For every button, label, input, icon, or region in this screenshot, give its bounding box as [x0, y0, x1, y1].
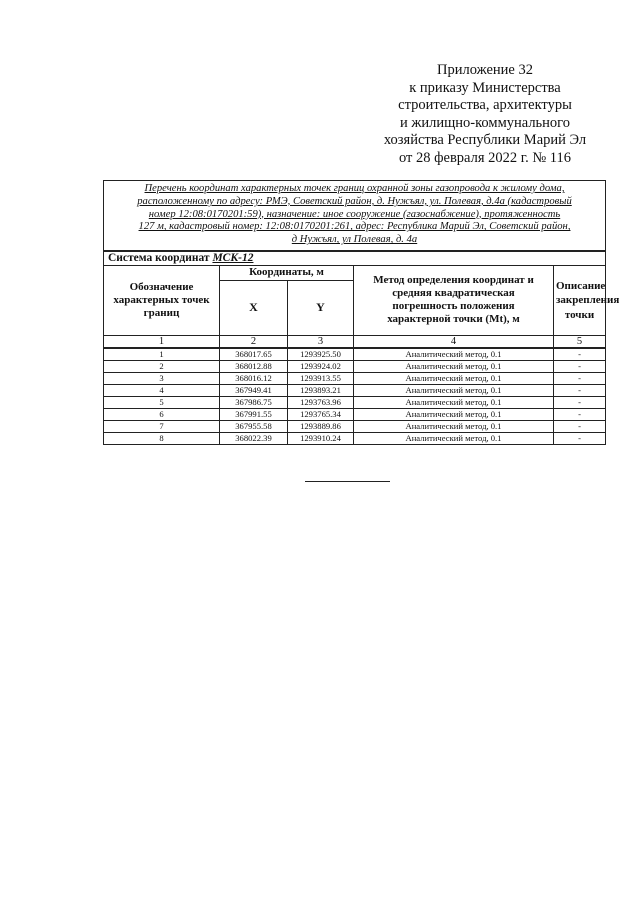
table-row — [104, 348, 606, 361]
desc-cell: - — [554, 408, 606, 420]
title-line: расположенному по адресу: РМЭ, Советский район, д. Нужъял, ул. Полевая, д.4а (кадастровый — [137, 195, 572, 207]
header-line: строительства, архитектуры — [398, 97, 572, 113]
method-cell: Аналитический метод, 0.1 — [354, 360, 554, 372]
document-header — [340, 62, 630, 167]
header-line: от 28 февраля 2022 г. № 116 — [398, 149, 572, 166]
y-cell: 1293913.55 — [288, 372, 354, 384]
coordinates-table — [103, 180, 620, 445]
x-cell: 368022.39 — [220, 432, 288, 444]
x-cell: 367949.41 — [220, 384, 288, 396]
header-line: и жилищно-коммунального — [399, 114, 571, 131]
y-cell: 1293889.86 — [288, 420, 354, 432]
title-line: Перечень координат характерных точек границ охранной зоны газопровода к жилому дома, — [144, 183, 565, 194]
table-title-row — [104, 181, 606, 251]
column-header-x: X — [220, 280, 288, 335]
method-cell: Аналитический метод, 0.1 — [354, 384, 554, 396]
desc-cell: - — [554, 432, 606, 444]
y-cell: 1293765.34 — [288, 408, 354, 420]
x-cell: 367955.58 — [220, 420, 288, 432]
column-header-point: Обозначение характерных точек границ — [104, 265, 220, 335]
x-cell: 367986.75 — [220, 396, 288, 408]
column-number: 5 — [554, 335, 606, 348]
header-row — [104, 265, 606, 280]
column-number: 3 — [288, 335, 354, 348]
desc-cell: - — [554, 384, 606, 396]
table-row — [104, 432, 606, 444]
coordinate-system — [104, 251, 606, 266]
title-line: 127 м, кадастровый номер: 12:08:0170201:261, адрес: Республика Марий Эл, Советский район, — [138, 221, 571, 233]
point-cell: 1 — [104, 348, 220, 361]
column-header-desc: Описание закрепления точки — [554, 265, 606, 335]
point-cell: 8 — [104, 432, 220, 444]
header-line: хозяйства Республики Марий Эл — [383, 132, 587, 148]
x-cell: 368012.88 — [220, 360, 288, 372]
method-cell: Аналитический метод, 0.1 — [354, 432, 554, 444]
system-value: МСК-12 — [212, 252, 254, 265]
column-number-row — [104, 335, 606, 348]
header-line: к приказу Министерства — [409, 79, 561, 96]
point-cell: 4 — [104, 384, 220, 396]
point-cell: 3 — [104, 372, 220, 384]
y-cell: 1293893.21 — [288, 384, 354, 396]
column-header-y: Y — [288, 280, 354, 335]
desc-cell: - — [554, 360, 606, 372]
x-cell: 368016.12 — [220, 372, 288, 384]
method-cell: Аналитический метод, 0.1 — [354, 348, 554, 361]
point-cell: 5 — [104, 396, 220, 408]
y-cell: 1293924.02 — [288, 360, 354, 372]
table-row — [104, 396, 606, 408]
column-header-method: Метод определения координат и средняя квадратическая погрешность положения характерной точки (Mt), м — [354, 265, 554, 335]
column-number: 2 — [220, 335, 288, 348]
table-row — [104, 408, 606, 420]
table-row — [104, 384, 606, 396]
method-cell: Аналитический метод, 0.1 — [354, 396, 554, 408]
system-row — [104, 251, 606, 266]
method-cell: Аналитический метод, 0.1 — [354, 372, 554, 384]
column-header-coords: Координаты, м — [220, 265, 354, 280]
y-cell: 1293763.96 — [288, 396, 354, 408]
end-separator-line — [305, 481, 390, 482]
y-cell: 1293925.50 — [288, 348, 354, 361]
column-number: 1 — [104, 335, 220, 348]
desc-cell: - — [554, 372, 606, 384]
system-label: Система координат — [108, 252, 210, 265]
x-cell: 368017.65 — [220, 348, 288, 361]
table-row — [104, 372, 606, 384]
point-cell: 2 — [104, 360, 220, 372]
table-row — [104, 420, 606, 432]
column-number: 4 — [354, 335, 554, 348]
title-line: номер 12:08:0170201:59), назначение: иное сооружение (газоснабжение), протяженность — [148, 208, 561, 220]
method-cell: Аналитический метод, 0.1 — [354, 408, 554, 420]
header-line: Приложение 32 — [437, 62, 533, 78]
y-cell: 1293910.24 — [288, 432, 354, 444]
point-cell: 6 — [104, 408, 220, 420]
desc-cell: - — [554, 396, 606, 408]
method-cell: Аналитический метод, 0.1 — [354, 420, 554, 432]
title-line: д Нужъял, ул Полевая, д. 4а — [291, 234, 418, 246]
x-cell: 367991.55 — [220, 408, 288, 420]
table-title — [104, 181, 606, 251]
table-row — [104, 360, 606, 372]
point-cell: 7 — [104, 420, 220, 432]
desc-cell: - — [554, 348, 606, 361]
desc-cell: - — [554, 420, 606, 432]
